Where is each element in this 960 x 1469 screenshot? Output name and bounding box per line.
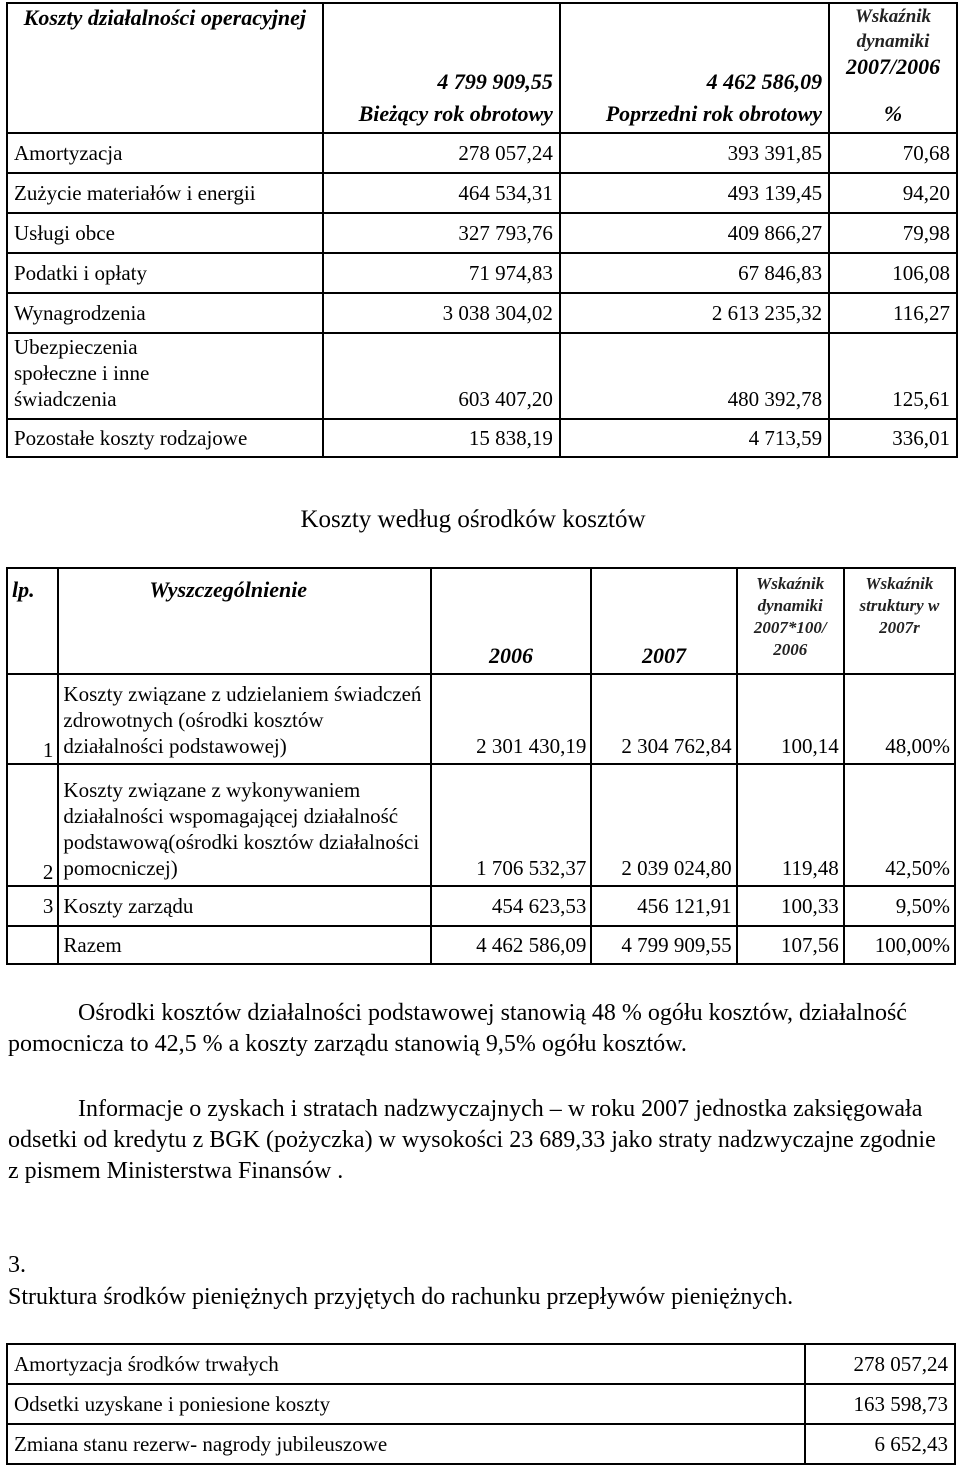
row-current: 327 793,76	[323, 213, 560, 253]
table-row	[7, 926, 955, 964]
row-2007: 2 039 024,80	[591, 764, 736, 886]
header-item: Wyszczególnienie	[58, 568, 430, 674]
table-row	[7, 1424, 955, 1464]
row-previous: 409 866,27	[560, 213, 829, 253]
row-current: 71 974,83	[323, 253, 560, 293]
row-lp: 2	[7, 764, 58, 886]
row-label: Podatki i opłaty	[7, 253, 323, 293]
table-row	[7, 133, 957, 173]
operating-costs-title: Koszty działalności operacyjnej	[7, 3, 323, 133]
row-dynamics: 119,48	[737, 764, 844, 886]
row-index: 116,27	[829, 293, 957, 333]
table-row	[7, 419, 957, 457]
row-label: Wynagrodzenia	[7, 293, 323, 333]
header-dyn-line2: dynamiki	[757, 596, 823, 615]
row-index: 125,61	[829, 333, 957, 419]
previous-total: 4 462 586,09	[560, 3, 829, 95]
header-dyn-line1: Wskaźnik	[756, 574, 825, 593]
row-2006: 4 462 586,09	[431, 926, 592, 964]
row-label: Koszty związane z udzielaniem świadczeń zdrowotnych (ośrodki kosztów działalności podstawowej)	[58, 674, 430, 764]
paragraph-extraordinary	[8, 1094, 948, 1187]
row-index: 94,20	[829, 173, 957, 213]
row-current: 603 407,20	[323, 333, 560, 419]
row-2007: 4 799 909,55	[591, 926, 736, 964]
row-label: Zużycie materiałów i energii	[7, 173, 323, 213]
row-label: Amortyzacja	[7, 133, 323, 173]
row-previous: 480 392,78	[560, 333, 829, 419]
row-lp: 3	[7, 886, 58, 926]
header-lp: lp.	[7, 568, 58, 674]
table-row	[7, 1344, 955, 1384]
table-row	[7, 213, 957, 253]
row-current: 15 838,19	[323, 419, 560, 457]
row-label: Usługi obce	[7, 213, 323, 253]
paragraph-cost-centers	[8, 998, 948, 1060]
index-header-line2: dynamiki	[856, 31, 930, 52]
row-dynamics: 100,33	[737, 886, 844, 926]
row-dynamics: 100,14	[737, 674, 844, 764]
header-dynamics-index	[737, 568, 844, 674]
row-structure: 9,50%	[844, 886, 955, 926]
col-previous-header: Poprzedni rok obrotowy	[560, 95, 829, 133]
row-label: Amortyzacja środków trwałych	[7, 1344, 805, 1384]
col-current-header: Bieżący rok obrotowy	[323, 95, 560, 133]
row-label: Odsetki uzyskane i poniesione koszty	[7, 1384, 805, 1424]
row-index: 79,98	[829, 213, 957, 253]
operating-costs-table	[6, 2, 958, 458]
current-total: 4 799 909,55	[323, 3, 560, 95]
table-row	[7, 253, 957, 293]
row-label: Razem	[58, 926, 430, 964]
row-index: 106,08	[829, 253, 957, 293]
row-lp: 1	[7, 674, 58, 764]
row-2007: 2 304 762,84	[591, 674, 736, 764]
header-2006: 2006	[431, 568, 592, 674]
cash-flow-table	[6, 1343, 956, 1465]
row-previous: 493 139,45	[560, 173, 829, 213]
index-header-line1: Wskaźnik	[855, 6, 932, 27]
row-2006: 2 301 430,19	[431, 674, 592, 764]
cost-centers-table	[6, 567, 956, 965]
row-2007: 456 121,91	[591, 886, 736, 926]
row-lp	[7, 926, 58, 964]
paragraph-extraordinary-text: Informacje o zyskach i stratach nadzwyczajnych – w roku 2007 jednostka zaksięgowała odsetki od kredytu z BGK (pożyczka) w wysokości 23 689,33 jako straty nadzwyczajne zgodnie z pismem Ministerstwa Finansów .	[8, 1096, 936, 1184]
table-row	[7, 764, 955, 886]
row-index: 336,01	[829, 419, 957, 457]
row-index: 70,68	[829, 133, 957, 173]
row-value: 163 598,73	[805, 1384, 955, 1424]
row-label: Ubezpieczenia społeczne i inne świadczenia	[7, 333, 323, 419]
table-row	[7, 1384, 955, 1424]
row-current: 3 038 304,02	[323, 293, 560, 333]
header-str-line2: struktury w	[859, 596, 940, 615]
table-row	[7, 173, 957, 213]
row-structure: 42,50%	[844, 764, 955, 886]
row-2006: 454 623,53	[431, 886, 592, 926]
row-structure: 100,00%	[844, 926, 955, 964]
header-structure-index	[844, 568, 955, 674]
section3-number: 3.	[8, 1252, 26, 1278]
row-label: Zmiana stanu rezerw- nagrody jubileuszowe	[7, 1424, 805, 1464]
col-percent-header: %	[829, 95, 957, 133]
row-previous: 2 613 235,32	[560, 293, 829, 333]
row-previous: 393 391,85	[560, 133, 829, 173]
row-current: 464 534,31	[323, 173, 560, 213]
row-label: Pozostałe koszty rodzajowe	[7, 419, 323, 457]
header-dyn-line4: 2006	[773, 640, 808, 659]
table-row	[7, 886, 955, 926]
row-2006: 1 706 532,37	[431, 764, 592, 886]
table-row	[7, 674, 955, 764]
header-2007: 2007	[591, 568, 736, 674]
row-previous: 4 713,59	[560, 419, 829, 457]
paragraph-cost-centers-text: Ośrodki kosztów działalności podstawowej stanowią 48 % ogółu kosztów, działalność pomocnicza to 42,5 % a koszty zarządu stanowią 9,5% ogółu kosztów.	[8, 1000, 907, 1057]
header-str-line1: Wskaźnik	[865, 574, 934, 593]
row-previous: 67 846,83	[560, 253, 829, 293]
index-header	[829, 3, 957, 95]
table-row	[7, 333, 957, 419]
index-header-line3: 2007/2006	[845, 54, 941, 79]
header-str-line3: 2007r	[879, 618, 920, 637]
row-structure: 48,00%	[844, 674, 955, 764]
row-value: 6 652,43	[805, 1424, 955, 1464]
row-value: 278 057,24	[805, 1344, 955, 1384]
row-current: 278 057,24	[323, 133, 560, 173]
row-label: Koszty zarządu	[58, 886, 430, 926]
row-dynamics: 107,56	[737, 926, 844, 964]
section-title: Koszty według ośrodków kosztów	[300, 506, 646, 533]
header-dyn-line3: 2007*100/	[753, 618, 827, 637]
section3-title: Struktura środków pieniężnych przyjętych do rachunku przepływów pieniężnych.	[8, 1284, 794, 1310]
row-label: Koszty związane z wykonywaniem działalności wspomagającej działalność podstawową(ośrodki kosztów działalności pomocniczej)	[58, 764, 430, 886]
table-row	[7, 293, 957, 333]
